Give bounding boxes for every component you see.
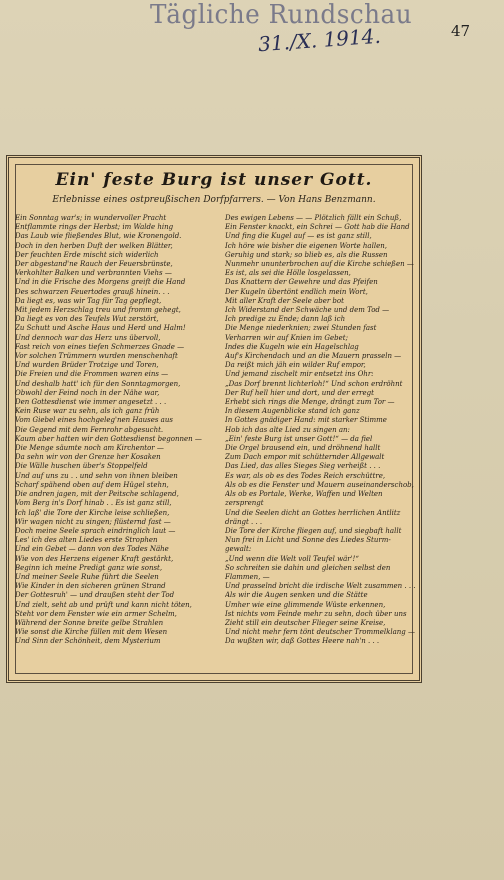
poem-line: Wir wagen nicht zu singen; flüsternd fast — bbox=[15, 517, 171, 526]
poem-line: „Und wenn die Welt voll Teufel wär'!“ bbox=[225, 554, 359, 563]
poem-line: Und dennoch war das Herz uns übervoll, bbox=[15, 333, 161, 342]
poem-line: Auf's Kirchendach und an die Mauern prasseln — bbox=[225, 352, 402, 361]
poem-line: Und auf uns zu . . und sehn von ihnen bleiben bbox=[15, 471, 178, 480]
poem-line: zersprengt bbox=[225, 499, 264, 508]
poem-line: Nun frei in Licht und Sonne des Liedes Sturm- bbox=[225, 536, 391, 545]
poem-line: Verharren wir auf Knien im Gebet; bbox=[225, 333, 348, 342]
poem-line: Umher wie eine glimmende Wüste erkennen, bbox=[225, 600, 386, 609]
poem-line: Das Lied, das alles Sieges Sieg verheißt . . . bbox=[225, 462, 381, 471]
poem-line: Wie Kinder in den sicheren grünen Strand bbox=[15, 582, 166, 591]
poem-line: Zieht still ein deutscher Flieger seine Kreise, bbox=[225, 618, 386, 627]
poem-line: Vor solchen Trümmern wurden menschenhaft bbox=[15, 352, 178, 361]
poem-line: Da liegt es, was wir Tag für Tag gepflegt, bbox=[15, 296, 162, 305]
poem-line: Ich laß' die Tore der Kirche leise schließen, bbox=[15, 508, 170, 517]
poem-line: Wie von des Herzens eigener Kraft gestärkt, bbox=[15, 554, 174, 563]
poem-line: Da wußten wir, daß Gottes Heere nah'n . . . bbox=[225, 637, 380, 646]
poem-line: Zu Schutt und Asche Haus und Herd und Halm! bbox=[15, 324, 186, 333]
poem-line: Ich Widerstand der Schwäche und dem Tod — bbox=[225, 306, 390, 315]
newspaper-clipping bbox=[6, 155, 422, 683]
poem-line: Der Kugeln übertönt endlich mein Wort, bbox=[225, 287, 368, 296]
poem-line: Das Knattern der Gewehre und das Pfeifen bbox=[225, 278, 378, 287]
poem-line: Da liegt es von des Teufels Wut zerstört, bbox=[15, 315, 159, 324]
poem-line: Da reißt mich jäh ein wilder Ruf empor, bbox=[225, 361, 366, 370]
article-subtitle: Erlebnisse eines ostpreußischen Dorfpfarrers. — Von Hans Benzmann. bbox=[52, 195, 376, 205]
poem-line: Scharf spähend oben auf dem Hügel stehn, bbox=[15, 480, 169, 489]
poem-line: Es war, als ob es des Todes Reich erschüttre, bbox=[225, 471, 386, 480]
poem-line: Des schwarzen Feuertodes grauß hinein. . . bbox=[15, 287, 170, 296]
poem-right-column bbox=[225, 214, 415, 647]
poem-line: Während der Sonne breite gelbe Strahlen bbox=[15, 618, 164, 627]
poem-line: „Das Dorf brennt lichterloh!“ Und schon erdröhnt bbox=[225, 379, 403, 388]
poem-line: Entflammte rings der Herbst; im Walde hing bbox=[15, 223, 174, 232]
poem-line: Hob ich das alte Lied zu singen an: bbox=[225, 425, 350, 434]
poem-line: Die Wälle huschen über's Stoppelfeld bbox=[15, 462, 148, 471]
poem-line: Flammen, — bbox=[225, 572, 270, 581]
poem-line: Vom Berg in's Dorf hinab . . Es ist ganz still, bbox=[15, 499, 172, 508]
newspaper-name-stamp: Tägliche Rundschau bbox=[150, 0, 413, 30]
poem-line: Mit jedem Herzschlag treu und fromm gehegt, bbox=[15, 306, 181, 315]
poem-line: Und zielt, seht ab und prüft und kann nicht töten, bbox=[15, 600, 192, 609]
poem-line: Die Tore der Kirche fliegen auf, und siegbaft hallt bbox=[225, 526, 402, 535]
page-number: 47 bbox=[451, 22, 471, 40]
poem-line: Doch in den herben Duft der welken Blätter, bbox=[15, 241, 173, 250]
poem-line: Und jemand zischelt mir entsetzt ins Ohr: bbox=[225, 370, 374, 379]
poem-line: Und nicht mehr fern tönt deutscher Trommelklang — bbox=[225, 628, 415, 637]
poem-line: Und die Seelen dicht an Gottes herrlichen Antlitz bbox=[225, 508, 401, 517]
poem-line: Als ob es Portale, Werke, Waffen und Welten bbox=[225, 490, 383, 499]
article-title: Ein' feste Burg ist unser Gott. bbox=[55, 170, 373, 190]
poem-line: Und in die Frische des Morgens greift die Hand bbox=[15, 278, 186, 287]
poem-line: Les' ich des alten Liedes erste Strophen bbox=[15, 536, 158, 545]
poem-line: Der feuchten Erde mischt sich widerlich bbox=[15, 250, 159, 259]
poem-line: Der Ruf hell hier und dort, und der erregt bbox=[225, 388, 374, 397]
poem-line: Als ob es die Fenster und Mauern auseinanderschob, bbox=[225, 480, 414, 489]
poem-line: Zum Dach empor mit schütternder Allgewalt bbox=[225, 453, 385, 462]
poem-line: Vom Giebel eines hochgeleg'nen Hauses aus bbox=[15, 416, 173, 425]
poem-line: Erhebt sich rings die Menge, drängt zum Tor — bbox=[225, 398, 395, 407]
poem-line: Die Freien und die Frommen waren eins — bbox=[15, 370, 169, 379]
poem-line: So schreiten sie dahin und gleichen selbst den bbox=[225, 563, 391, 572]
poem-line: Nunmehr ununterbrochen auf die Kirche schießen — bbox=[225, 260, 414, 269]
poem-line: Mit aller Kraft der Seele aber bot bbox=[225, 296, 344, 305]
poem-line: Kein Ruse war zu sehn, als ich ganz früh bbox=[15, 407, 160, 416]
poem-line: Als wir die Augen senken und die Stätte bbox=[225, 591, 368, 600]
poem-line: Und ein Gebet — dann von des Todes Nähe bbox=[15, 545, 169, 554]
poem-line: Die Menge säumte noch am Kirchentor — bbox=[15, 444, 164, 453]
poem-line: Fast reich von eines tiefen Schmerzes Gnade — bbox=[15, 342, 185, 351]
poem-line: Das Laub wie fließendes Blut, wie Kronengold. bbox=[15, 232, 182, 241]
poem-line: Die Orgel brausend ein, und dröhnend hallt bbox=[225, 444, 381, 453]
poem-line: Verkohlter Balken und verbrannten Viehs — bbox=[15, 269, 172, 278]
poem-line: drängt . . . bbox=[225, 517, 263, 526]
poem-line: Die andren jagen, mit der Peitsche schlagend, bbox=[15, 490, 179, 499]
poem-line: gewalt: bbox=[225, 545, 252, 554]
poem-line: Da sehn wir von der Grenze her Kosaken bbox=[15, 453, 161, 462]
poem-line: Und meiner Seele Ruhe führt die Seelen bbox=[15, 572, 159, 581]
poem-line: Indes die Kugeln wie ein Hagelschlag bbox=[225, 342, 359, 351]
poem-line: Doch meine Seele sprach eindringlich laut — bbox=[15, 526, 176, 535]
poem-line: Und fing die Kugel auf — es ist ganz still, bbox=[225, 232, 372, 241]
poem-line: In Gottes gnädiger Hand: mit starker Stimme bbox=[225, 416, 387, 425]
poem-line: Ein Sonntag war's; in wundervoller Pracht bbox=[15, 214, 167, 222]
poem-line: Geruhig und stark; so blieb es, als die Russen bbox=[225, 250, 388, 259]
poem-line: „Ein' feste Burg ist unser Gott!“ — da fiel bbox=[225, 434, 373, 443]
poem-line: Und wurden Brüder Trotzige und Toren, bbox=[15, 361, 159, 370]
poem-line: Es ist, als sei die Hölle losgelassen, bbox=[225, 269, 351, 278]
poem-line: In diesem Augenblicke stand ich ganz bbox=[225, 407, 360, 416]
poem-line: Und prasselnd bricht die irdische Welt zusammen . . . bbox=[225, 582, 415, 591]
poem-line: Obwohl der Feind noch in der Nähe war, bbox=[15, 388, 160, 397]
poem-line: Der abgestand'ne Rauch der Feuersbrünste, bbox=[15, 260, 173, 269]
poem-line: Beginn ich meine Predigt ganz wie sonst, bbox=[15, 563, 163, 572]
poem-line: Die Gegend mit dem Fernrohr abgesucht. bbox=[15, 425, 164, 434]
poem-left-column bbox=[15, 214, 213, 647]
poem-line: Den Gottesdienst wie immer angesetzt . . . bbox=[15, 398, 167, 407]
poem-line: Ein Fenster knackt, ein Schrei — Gott hab die Hand bbox=[225, 223, 410, 232]
poem-line: Ist nichts vom Feinde mehr zu sehn, doch über uns bbox=[225, 609, 407, 618]
poem-line: Und deshalb hatt' ich für den Sonntagmorgen, bbox=[15, 379, 181, 388]
poem-line: Kaum aber hatten wir den Gottesdienst begonnen — bbox=[15, 434, 202, 443]
poem-line: Ich höre wie bisher die eigenen Worte hallen, bbox=[225, 241, 387, 250]
handwritten-date: 31./X. 1914. bbox=[257, 23, 382, 57]
poem-line: Wie sonst die Kirche füllen mit dem Wesen bbox=[15, 628, 168, 637]
poem-line: Die Menge niederknien; zwei Stunden fast bbox=[225, 324, 377, 333]
poem-line: Steht vor dem Fenster wie ein armer Schelm, bbox=[15, 609, 177, 618]
poem-line: Des ewigen Lebens — — Plötzlich fällt ein Schuß, bbox=[225, 214, 402, 222]
poem-line: Und Sinn der Schönheit, dem Mysterium bbox=[15, 637, 161, 646]
poem-line: Der Gottesruh' — und draußen steht der Tod bbox=[15, 591, 175, 600]
poem-line: Ich predige zu Ende; dann laß ich bbox=[225, 315, 346, 324]
